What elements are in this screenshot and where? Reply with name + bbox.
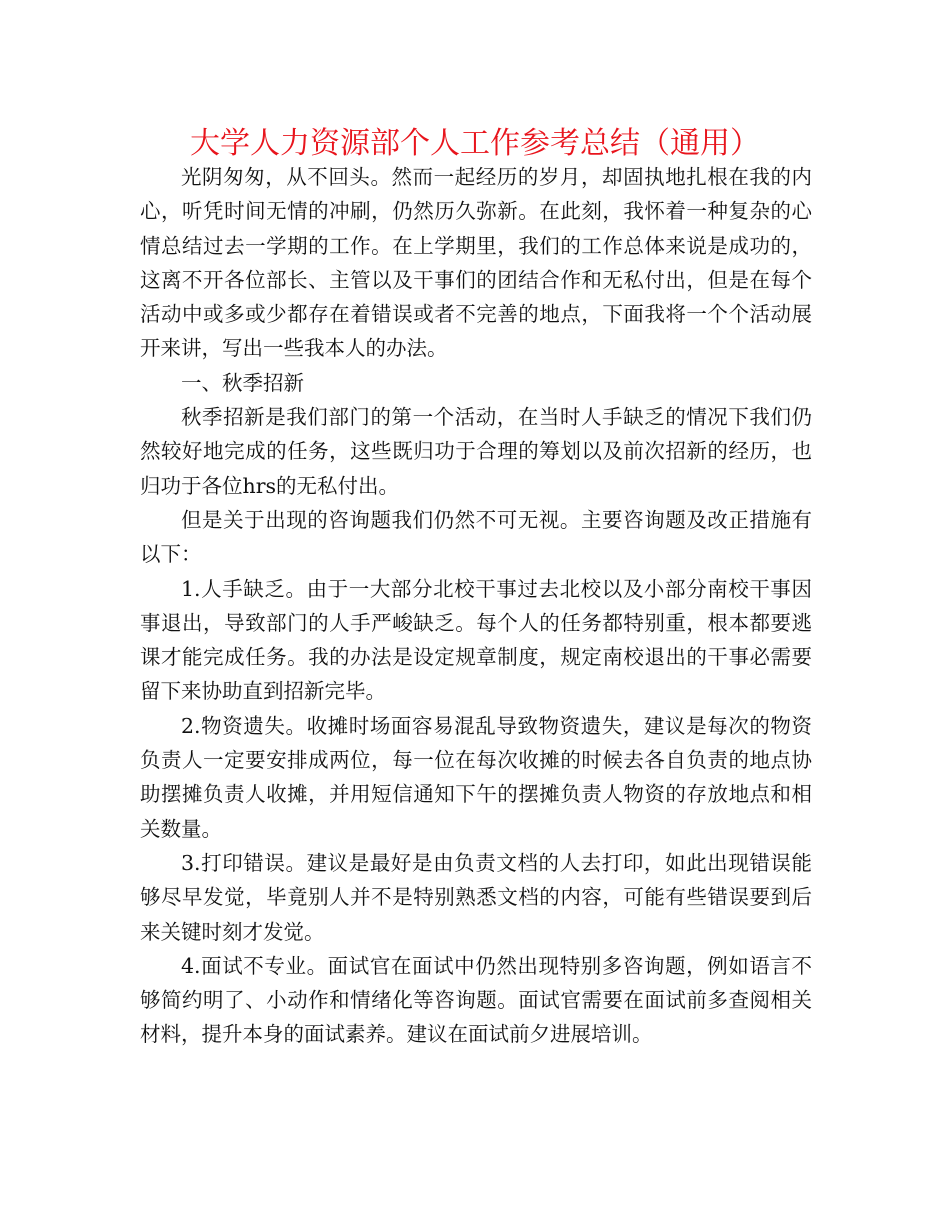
paragraph-problems-intro: 但是关于出现的咨询题我们仍然不可无视。主要咨询题及改正措施有以下： [140, 507, 812, 567]
section-heading-autumn-recruitment: 一、秋季招新 [181, 370, 304, 395]
list-item-staff-shortage: 1.人手缺乏。由于一大部分北校干事过去北校以及小部分南校干事因事退出，导致部门的人手严峻缺乏。每个人的任务都特别重，根本都要逃课才能完成任务。我的办法是设定规章制度，规定南校退出的干事必需要留下来协助直到招新完毕。 [140, 576, 812, 704]
list-item-printing-errors: 3.打印错误。建议是最好是由负责文档的人去打印，如此出现错误能够尽早发觉，毕竟别人并不是特别熟悉文档的内容，可能有些错误要到后来关键时刻才发觉。 [140, 850, 812, 944]
list-item-lost-supplies: 2.物资遗失。收摊时场面容易混乱导致物资遗失，建议是每次的物资负责人一定要安排成两位，每一位在每次收摊的时候去各自负责的地点协助摆摊负责人收摊，并用短信通知下午的摆摊负责人物资的存放地点和相关数量。 [140, 713, 812, 841]
list-item-unprofessional-interviews: 4.面试不专业。面试官在面试中仍然出现特别多咨询题，例如语言不够简约明了、小动作和情绪化等咨询题。面试官需要在面试前多查阅相关材料，提升本身的面试素养。建议在面试前夕进展培训。 [140, 953, 812, 1047]
paragraph-intro: 光阴匆匆，从不回头。然而一起经历的岁月，却固执地扎根在我的内心，听凭时间无情的冲刷，仍然历久弥新。在此刻，我怀着一种复杂的心情总结过去一学期的工作。在上学期里，我们的工作总体来说是成功的，这离不开各位部长、主管以及干事们的团结合作和无私付出，但是在每个活动中或多或少都存在着错误或者不完善的地点，下面我将一个个活动展开来讲，写出一些我本人的办法。 [140, 165, 812, 361]
document-body [140, 160, 812, 1052]
document-title: 大学人力资源部个人工作参考总结（通用） [190, 126, 760, 161]
paragraph-recruitment-summary: 秋季招新是我们部门的第一个活动，在当时人手缺乏的情况下我们仍然较好地完成的任务，这些既归功于合理的筹划以及前次招新的经历，也归功于各位hrs的无私付出。 [140, 405, 812, 498]
